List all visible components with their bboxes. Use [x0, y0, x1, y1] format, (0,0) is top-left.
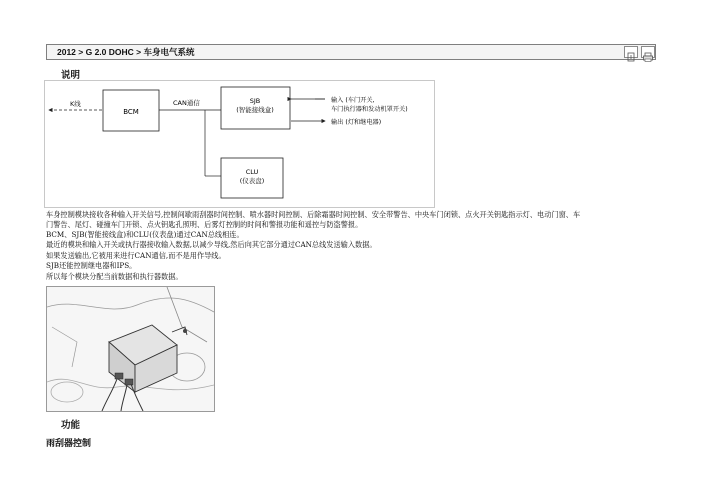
- clu-sublabel: (仪表盘): [239, 177, 265, 185]
- diagram-canvas: [45, 81, 434, 207]
- k-line-label: K线: [70, 100, 81, 108]
- input-label: 输入 (车门开关,: [331, 97, 375, 104]
- bcm-label: BCM: [123, 108, 139, 116]
- breadcrumb-text: 2012 > G 2.0 DOHC > 车身电气系统: [57, 47, 195, 57]
- module-photo: [46, 286, 215, 412]
- body-paragraph-6: 所以每个模块分配当前数据和执行器数据。: [46, 271, 183, 281]
- body-paragraph-1: 车身控制模块接收各种输入开关信号,控制间歇雨刮器时间控制、喷水器时间控制、后除霜器时间控制、安全带警告、中央车门闭锁、点火开关钥匙指示灯、电动门窗、车: [46, 210, 581, 219]
- clu-label: CLU: [245, 168, 259, 176]
- sjb-label: SJB: [249, 97, 261, 105]
- input-label-2: 车门执行器和发动机罩开关): [331, 106, 408, 113]
- sjb-sublabel: (智能接线盒): [236, 106, 274, 114]
- body-paragraph-3: 最近的模块和输入开关或执行器接收输入数据,以减少导线,然后向其它部分通过CAN总线发送输入数据。: [46, 240, 377, 249]
- wiper-control-title: 雨刮器控制: [46, 439, 92, 449]
- body-paragraph-5: SJB还能控制继电器和IPS。: [46, 261, 137, 270]
- can-label: CAN通信: [173, 99, 200, 107]
- body-paragraph-4: 如果发送输出,它被用来进行CAN通信,而不是用作导线。: [46, 250, 226, 260]
- print-button[interactable]: [641, 46, 655, 58]
- body-paragraph-2: BCM、SJB(智能接线盒)和CLU(仪表盘)通过CAN总线相连。: [46, 229, 244, 239]
- can-network-diagram: [44, 80, 435, 208]
- info-icon: [625, 52, 637, 62]
- info-button[interactable]: [624, 46, 638, 58]
- print-icon: [642, 52, 654, 62]
- function-title: 功能: [61, 420, 81, 431]
- breadcrumb: [46, 44, 656, 60]
- description-title: 说明: [61, 70, 81, 81]
- body-paragraph-1-cont: 门警告、尾灯、碰撞车门开锁、点火钥匙孔照明、后雾灯控制的时间和警报功能和遥控与防盗警报。: [46, 219, 363, 229]
- output-label: 输出 (灯和继电器): [331, 119, 382, 126]
- module-photo-drawing: [47, 287, 214, 411]
